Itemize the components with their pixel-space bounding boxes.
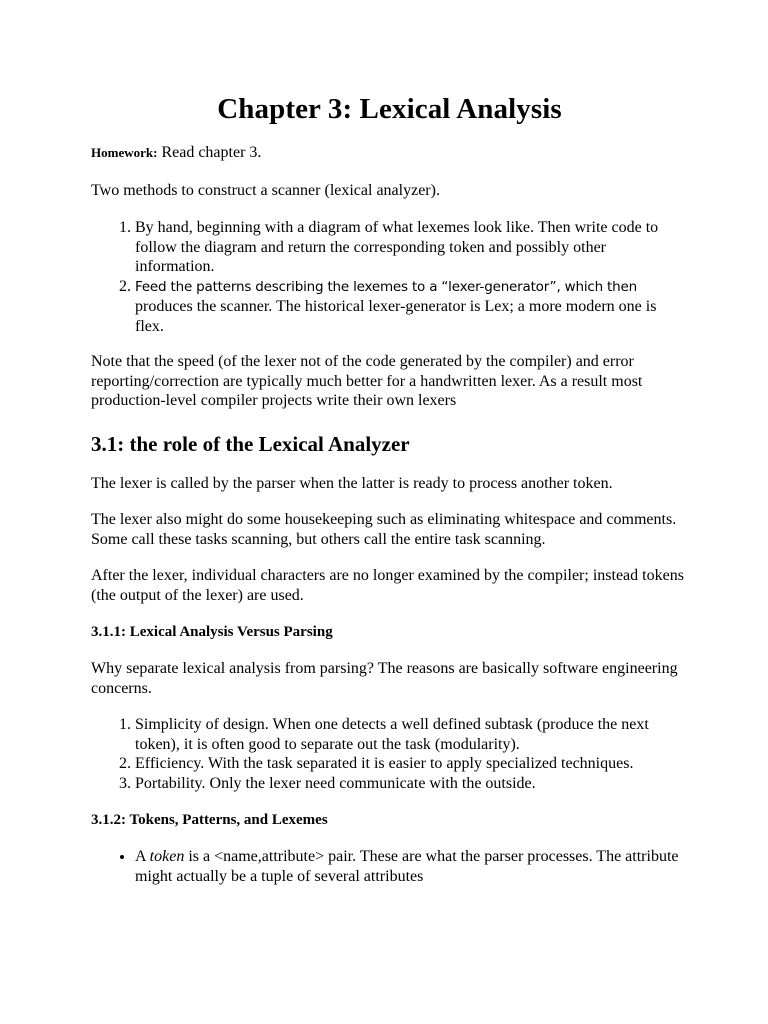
reason-3-text: Portability. Only the lexer need communicate with the outside.: [135, 774, 536, 792]
homework-line: [91, 143, 688, 163]
method-1-text: By hand, beginning with a diagram of what lexemes look like. Then write code to follow the diagram and return the corresponding token and possibly other information.: [135, 219, 659, 275]
token-term: token: [149, 848, 185, 865]
reason-1-text: Simplicity of design. When one detects a well defined subtask (produce the next token), it is often good to separate out the task (modularity).: [135, 716, 649, 753]
section-3-1-paragraph-3: After the lexer, individual characters are no longer examined by the compiler; instead tokens (the output of the lexer) are used.: [91, 567, 684, 604]
list-item: [135, 715, 688, 754]
section-3-1-paragraph-1: The lexer is called by the parser when the latter is ready to process another token.: [91, 474, 613, 492]
list-item: [135, 847, 688, 886]
method-2-text: produces the scanner. The historical lexer-generator is Lex; a more modern one is flex.: [135, 298, 657, 335]
token-bullet-suffix: is a <name,attribute> pair. These are what the parser processes. The attribute might actually be a tuple of several attributes: [135, 848, 679, 885]
list-item: [135, 218, 688, 277]
section-3-1-1-heading: 3.1.1: Lexical Analysis Versus Parsing: [91, 624, 333, 640]
homework-text: Read chapter 3.: [161, 144, 262, 161]
tokens-list: [91, 847, 688, 886]
token-bullet-prefix: A: [135, 848, 150, 865]
section-3-1-paragraph-2: The lexer also might do some housekeeping such as eliminating whitespace and comments. Some call these tasks scanning, but others call the entire task scanning.: [91, 511, 677, 548]
page-title: Chapter 3: Lexical Analysis: [217, 93, 562, 125]
reasons-list: [91, 715, 688, 793]
list-item: [135, 277, 688, 337]
note-paragraph: Note that the speed (of the lexer not of the code generated by the compiler) and error reporting/correction are typically much better for a handwritten lexer. As a result most production-level compiler projects write their own lexers: [91, 353, 643, 409]
list-item: [135, 774, 688, 794]
homework-label: Homework:: [91, 145, 158, 160]
methods-intro: Two methods to construct a scanner (lexical analyzer).: [91, 181, 440, 199]
section-3-1-2-heading: 3.1.2: Tokens, Patterns, and Lexemes: [91, 812, 328, 828]
section-3-1-heading: 3.1: the role of the Lexical Analyzer: [91, 431, 410, 456]
reason-2-text: Efficiency. With the task separated it is easier to apply specialized techniques.: [135, 755, 634, 772]
section-3-1-1-intro: Why separate lexical analysis from parsing? The reasons are basically software engineering concerns.: [91, 660, 678, 697]
method-2-sans-text: Feed the patterns describing the lexemes to a “lexer-generator”, which then: [135, 278, 637, 295]
methods-list: [91, 218, 688, 336]
list-item: [135, 754, 688, 774]
